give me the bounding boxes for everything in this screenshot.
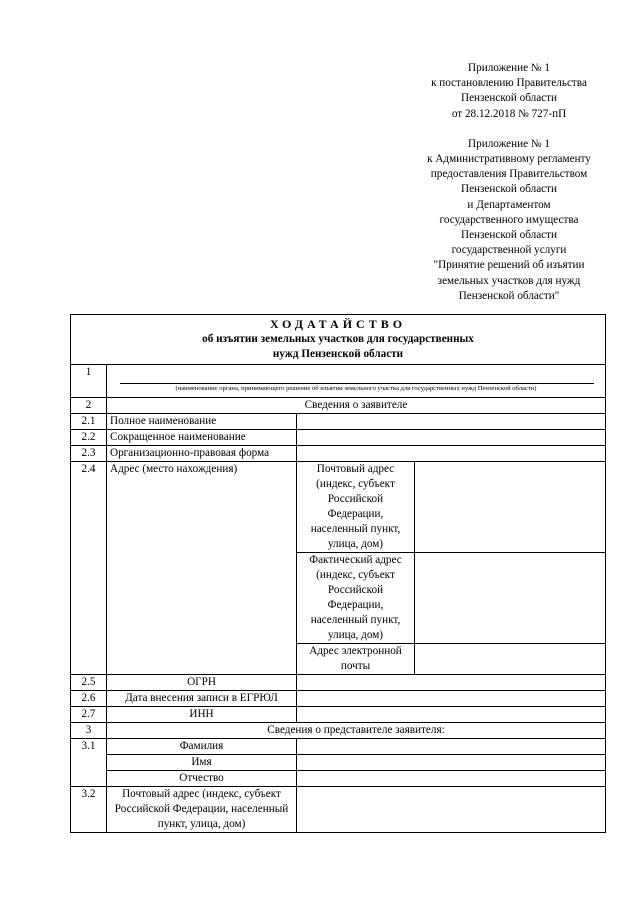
table-row <box>71 755 606 771</box>
appendix-line: к Административному регламенту <box>427 153 591 166</box>
legal-form-label: Организационно-правовая форма <box>107 446 297 462</box>
form-title: ХОДАТАЙСТВО <box>269 317 407 331</box>
patronymic-label: Отчество <box>107 771 297 787</box>
representative-postal-label: Почтовый адрес (индекс, субъект Российской Федерации, населенный пункт, улица, дом) <box>107 787 297 833</box>
section-representative-row <box>71 723 606 739</box>
appendix-line: государственного имущества <box>439 213 579 226</box>
address-label: Адрес (место нахождения) <box>107 462 297 675</box>
table-row <box>71 462 606 553</box>
appendix-header <box>380 61 638 304</box>
full-name-label: Полное наименование <box>107 414 297 430</box>
first-name-label: Имя <box>107 755 297 771</box>
egrul-date-label: Дата внесения записи в ЕГРЮЛ <box>107 691 297 707</box>
actual-address-field[interactable] <box>415 553 606 644</box>
table-row <box>71 446 606 462</box>
short-name-label: Сокращенное наименование <box>107 430 297 446</box>
appendix-line: государственной услуги <box>451 244 567 257</box>
appendix-line: Пензенской области <box>460 92 557 105</box>
appendix-line: земельных участков для нужд <box>437 274 581 287</box>
full-name-field[interactable] <box>297 414 606 430</box>
patronymic-field[interactable] <box>297 771 606 787</box>
section-applicant-row <box>71 398 606 414</box>
table-row <box>71 691 606 707</box>
section-applicant-title: Сведения о заявителе <box>107 398 606 414</box>
appendix-block-regulation <box>380 137 638 304</box>
appendix-line: Пензенской области <box>460 229 557 242</box>
form-subtitle-line2: нужд Пензенской области <box>272 348 404 360</box>
petition-form-table <box>70 314 606 833</box>
table-row <box>71 414 606 430</box>
appendix-line: Приложение № 1 <box>468 62 550 74</box>
appendix-line: предоставления Правительством <box>430 168 588 181</box>
email-field[interactable] <box>415 644 606 675</box>
postal-address-field[interactable] <box>415 462 606 553</box>
appendix-line: Пензенской области <box>460 183 557 196</box>
form-subtitle-line1: об изъятии земельных участков для государственных <box>202 333 474 345</box>
inn-label: ИНН <box>107 707 297 723</box>
row-number: 2.4 <box>71 462 107 675</box>
authority-row <box>71 365 606 398</box>
row-number: 1 <box>71 365 107 398</box>
appendix-line: к постановлению Правительства <box>431 77 587 90</box>
appendix-line: Пензенской области" <box>458 289 560 302</box>
postal-address-label: Почтовый адрес (индекс, субъект Российской Федерации, населенный пункт, улица, дом) <box>297 462 415 553</box>
legal-form-field[interactable] <box>297 446 606 462</box>
appendix-line: и Департаментом <box>467 198 551 211</box>
row-number: 2.5 <box>71 675 107 691</box>
row-number: 3.2 <box>71 787 107 833</box>
representative-postal-field[interactable] <box>297 787 606 833</box>
form-title-cell <box>71 315 606 365</box>
row-number: 3.1 <box>71 739 107 787</box>
ogrn-label: ОГРН <box>107 675 297 691</box>
first-name-field[interactable] <box>297 755 606 771</box>
short-name-field[interactable] <box>297 430 606 446</box>
section-representative-title: Сведения о представителе заявителя: <box>107 723 606 739</box>
table-row <box>71 739 606 755</box>
email-label: Адрес электронной почты <box>297 644 415 675</box>
table-row <box>71 771 606 787</box>
authority-caption: (наименование органа, принимающего решение об изъятии земельного участка для государственных нужд Пензенской области) <box>175 385 537 392</box>
authority-input-cell[interactable] <box>107 365 606 398</box>
row-number: 2.3 <box>71 446 107 462</box>
row-number: 2 <box>71 398 107 414</box>
actual-address-label: Фактический адрес (индекс, субъект Российской Федерации, населенный пункт, улица, дом) <box>297 553 415 644</box>
table-row <box>71 787 606 833</box>
appendix-line: "Принятие решений об изъятии <box>433 259 585 272</box>
form-title-row <box>71 315 606 365</box>
table-row <box>71 430 606 446</box>
appendix-line: от 28.12.2018 № 727-пП <box>451 107 567 120</box>
table-row <box>71 675 606 691</box>
row-number: 2.1 <box>71 414 107 430</box>
inn-field[interactable] <box>297 707 606 723</box>
appendix-block-resolution <box>380 61 638 122</box>
row-number: 3 <box>71 723 107 739</box>
row-number: 2.6 <box>71 691 107 707</box>
row-number: 2.2 <box>71 430 107 446</box>
surname-label: Фамилия <box>107 739 297 755</box>
appendix-line: Приложение № 1 <box>468 137 550 150</box>
egrul-date-field[interactable] <box>297 691 606 707</box>
row-number: 2.7 <box>71 707 107 723</box>
ogrn-field[interactable] <box>297 675 606 691</box>
table-row <box>71 707 606 723</box>
surname-field[interactable] <box>297 739 606 755</box>
